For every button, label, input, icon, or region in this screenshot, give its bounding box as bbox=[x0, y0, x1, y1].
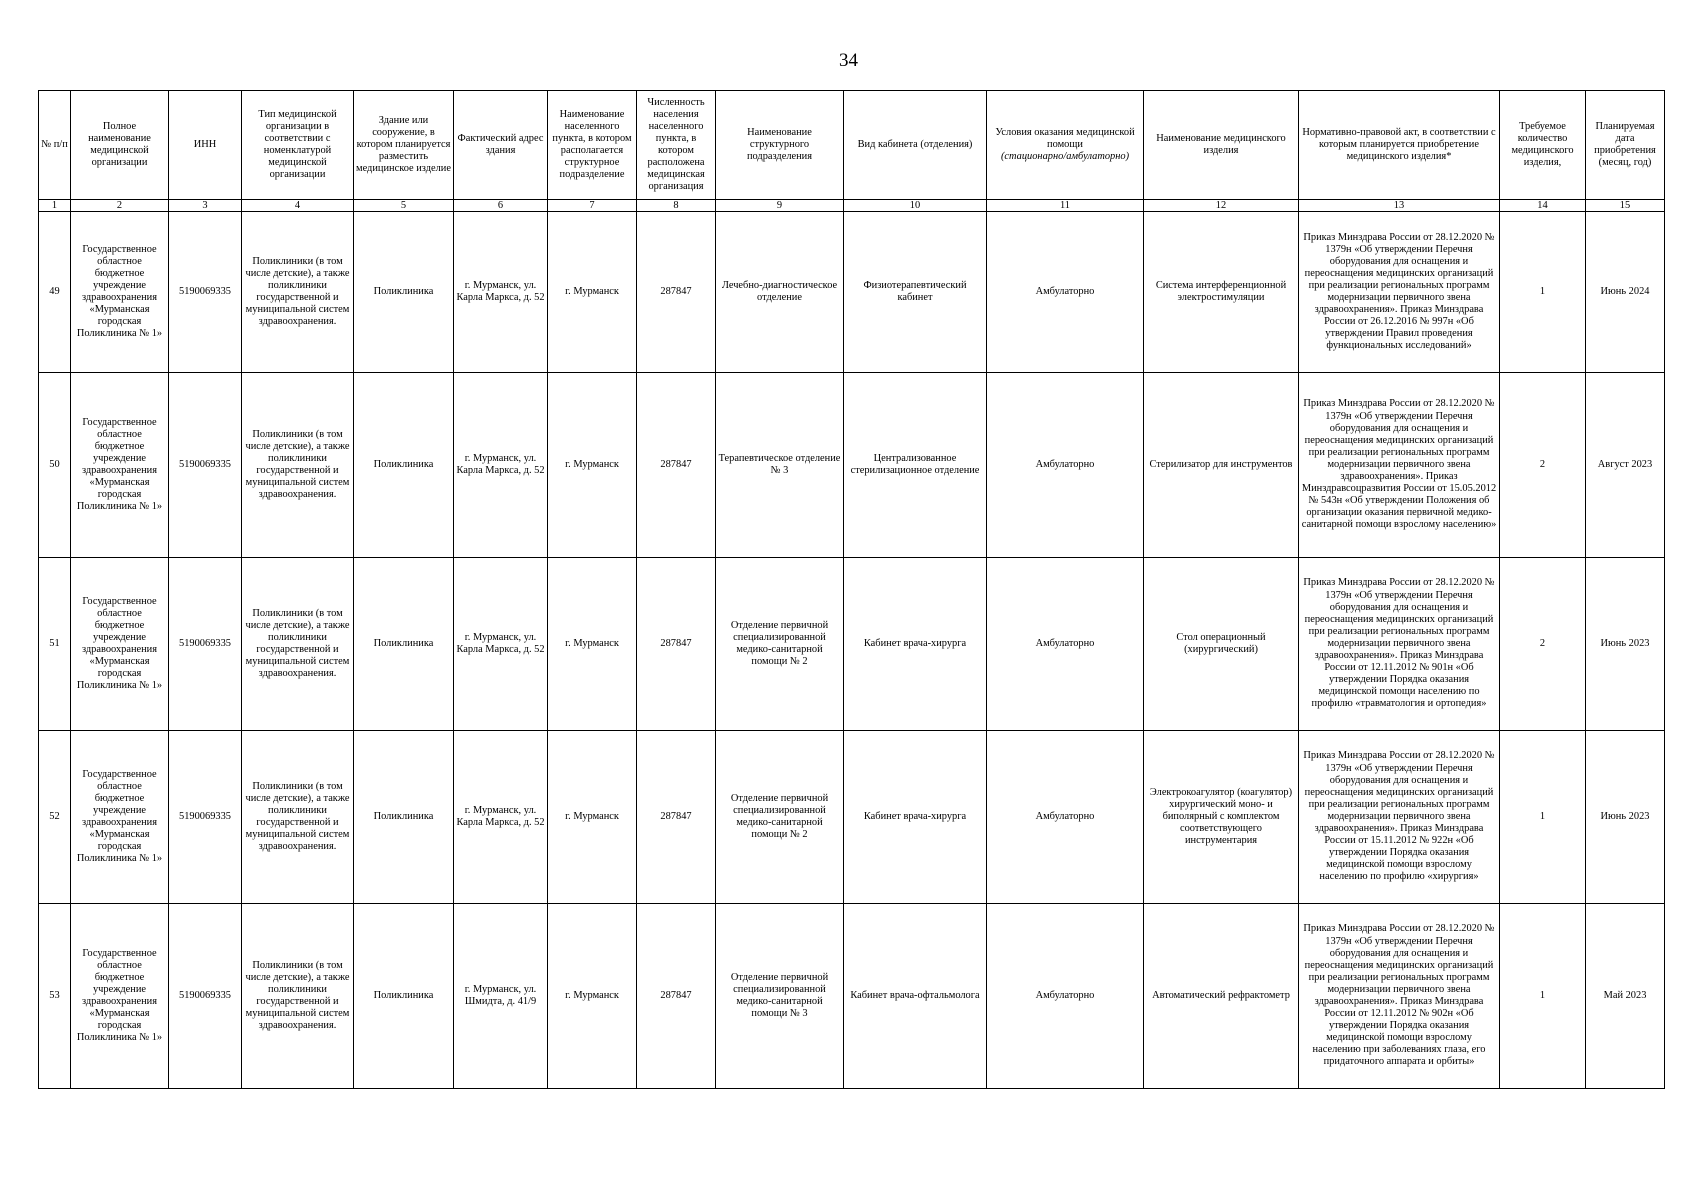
legal-act: Приказ Минздрава России от 28.12.2020 № 1379н «Об утверждении Перечня оборудования для оснащения и переоснащения медицинских организаций при реализации региональных программ модернизации первичного звена здравоохранения». Приказ Минздрава России от 15.11.2012 № 922н «Об утверждении Порядка оказания медицинской помощи взрослому населению по профилю «хирургия» bbox=[1299, 731, 1500, 904]
purchase-date: Август 2023 bbox=[1586, 373, 1665, 558]
header-conditions-note: (стационарно/амбулаторно) bbox=[1000, 151, 1130, 163]
population: 287847 bbox=[637, 904, 716, 1089]
population: 287847 bbox=[637, 731, 716, 904]
org-type: Поликлиники (в том числе детские), а также поликлиники государственной и муниципальной систем здравоохранения. bbox=[242, 731, 354, 904]
header-row bbox=[39, 91, 1665, 200]
table-row bbox=[39, 558, 1665, 731]
address: г. Мурманск, ул. Карла Маркса, д. 52 bbox=[454, 212, 548, 373]
population: 287847 bbox=[637, 558, 716, 731]
row-number: 53 bbox=[39, 904, 71, 1089]
care-conditions: Амбулаторно bbox=[987, 558, 1144, 731]
inn: 5190069335 bbox=[169, 373, 242, 558]
org-name: Государственное областное бюджетное учреждение здравоохранения «Мурманская городская Поликлиника № 1» bbox=[71, 558, 169, 731]
population: 287847 bbox=[637, 373, 716, 558]
header-cell: Численность населения населенного пункта, в котором расположена медицинская организация bbox=[637, 91, 716, 200]
quantity: 1 bbox=[1500, 212, 1586, 373]
header-cell: ИНН bbox=[169, 91, 242, 200]
purchase-date: Июнь 2024 bbox=[1586, 212, 1665, 373]
care-conditions: Амбулаторно bbox=[987, 904, 1144, 1089]
inn: 5190069335 bbox=[169, 558, 242, 731]
column-number: 5 bbox=[354, 200, 454, 212]
header-cell: Наименование медицинского изделия bbox=[1144, 91, 1299, 200]
building: Поликлиника bbox=[354, 558, 454, 731]
quantity: 2 bbox=[1500, 558, 1586, 731]
header-conditions-label: Условия оказания медицинской помощи bbox=[995, 126, 1135, 150]
org-type: Поликлиники (в том числе детские), а также поликлиники государственной и муниципальной систем здравоохранения. bbox=[242, 373, 354, 558]
legal-act: Приказ Минздрава России от 28.12.2020 № 1379н «Об утверждении Перечня оборудования для оснащения и переоснащения медицинских организаций при реализации региональных программ модернизации первичного звена здравоохранения». Приказ Минздрава России от 12.11.2012 № 901н «Об утверждении Порядка оказания медицинской помощи населению по профилю «травматология и ортопедия» bbox=[1299, 558, 1500, 731]
care-conditions: Амбулаторно bbox=[987, 373, 1144, 558]
column-number: 14 bbox=[1500, 200, 1586, 212]
org-name: Государственное областное бюджетное учреждение здравоохранения «Мурманская городская Поликлиника № 1» bbox=[71, 212, 169, 373]
column-number: 11 bbox=[987, 200, 1144, 212]
structural-unit: Отделение первичной специализированной медико-санитарной помощи № 3 bbox=[716, 904, 844, 1089]
structural-unit: Терапевтическое отделение № 3 bbox=[716, 373, 844, 558]
locality: г. Мурманск bbox=[548, 904, 637, 1089]
header-cell: Здание или сооружение, в котором планируется разместить медицинское изделие bbox=[354, 91, 454, 200]
population: 287847 bbox=[637, 212, 716, 373]
column-number: 13 bbox=[1299, 200, 1500, 212]
column-number: 15 bbox=[1586, 200, 1665, 212]
org-type: Поликлиники (в том числе детские), а также поликлиники государственной и муниципальной систем здравоохранения. bbox=[242, 558, 354, 731]
org-name: Государственное областное бюджетное учреждение здравоохранения «Мурманская городская Поликлиника № 1» bbox=[71, 373, 169, 558]
device-name: Автоматический рефрактометр bbox=[1144, 904, 1299, 1089]
cabinet-type: Кабинет врача-хирурга bbox=[844, 731, 987, 904]
column-number: 2 bbox=[71, 200, 169, 212]
quantity: 1 bbox=[1500, 904, 1586, 1089]
legal-act: Приказ Минздрава России от 28.12.2020 № 1379н «Об утверждении Перечня оборудования для оснащения и переоснащения медицинских организаций при реализации региональных программ модернизации первичного звена здравоохранения». Приказ Минздравсоцразвития России от 15.05.2012 № 543н «Об утверждении Положения об организации оказания первичной медико-санитарной помощи взрослому населению» bbox=[1299, 373, 1500, 558]
header-cell: № п/п bbox=[39, 91, 71, 200]
care-conditions: Амбулаторно bbox=[987, 731, 1144, 904]
table-row bbox=[39, 212, 1665, 373]
column-number: 8 bbox=[637, 200, 716, 212]
column-number: 12 bbox=[1144, 200, 1299, 212]
header-cell: Фактический адрес здания bbox=[454, 91, 548, 200]
building: Поликлиника bbox=[354, 731, 454, 904]
column-number: 6 bbox=[454, 200, 548, 212]
inn: 5190069335 bbox=[169, 212, 242, 373]
locality: г. Мурманск bbox=[548, 373, 637, 558]
column-number: 3 bbox=[169, 200, 242, 212]
device-name: Стерилизатор для инструментов bbox=[1144, 373, 1299, 558]
structural-unit: Лечебно-диагностическое отделение bbox=[716, 212, 844, 373]
cabinet-type: Физиотерапевтический кабинет bbox=[844, 212, 987, 373]
header-cell: Планируемая дата приобретения (месяц, год) bbox=[1586, 91, 1665, 200]
legal-act: Приказ Минздрава России от 28.12.2020 № 1379н «Об утверждении Перечня оборудования для оснащения и переоснащения медицинских организаций при реализации региональных программ модернизации первичного звена здравоохранения». Приказ Минздрава России от 12.11.2012 № 902н «Об утверждении Порядка оказания медицинской помощи взрослому населению при заболеваниях глаза, его придаточного аппарата и орбиты» bbox=[1299, 904, 1500, 1089]
header-cell: Наименование населенного пункта, в котором располагается структурное подразделение bbox=[548, 91, 637, 200]
header-cell: Требуемое количество медицинского изделия, bbox=[1500, 91, 1586, 200]
cabinet-type: Централизованное стерилизационное отделение bbox=[844, 373, 987, 558]
care-conditions: Амбулаторно bbox=[987, 212, 1144, 373]
column-number: 4 bbox=[242, 200, 354, 212]
address: г. Мурманск, ул. Шмидта, д. 41/9 bbox=[454, 904, 548, 1089]
column-number: 10 bbox=[844, 200, 987, 212]
building: Поликлиника bbox=[354, 373, 454, 558]
locality: г. Мурманск bbox=[548, 731, 637, 904]
purchase-date: Июнь 2023 bbox=[1586, 731, 1665, 904]
device-name: Стол операционный (хирургический) bbox=[1144, 558, 1299, 731]
header-cell: Наименование структурного подразделения bbox=[716, 91, 844, 200]
org-name: Государственное областное бюджетное учреждение здравоохранения «Мурманская городская Поликлиника № 1» bbox=[71, 731, 169, 904]
cabinet-type: Кабинет врача-хирурга bbox=[844, 558, 987, 731]
equipment-table bbox=[38, 90, 1665, 1089]
purchase-date: Июнь 2023 bbox=[1586, 558, 1665, 731]
org-name: Государственное областное бюджетное учреждение здравоохранения «Мурманская городская Поликлиника № 1» bbox=[71, 904, 169, 1089]
table-row bbox=[39, 373, 1665, 558]
row-number: 52 bbox=[39, 731, 71, 904]
column-number: 1 bbox=[39, 200, 71, 212]
table-row bbox=[39, 731, 1665, 904]
row-number: 51 bbox=[39, 558, 71, 731]
inn: 5190069335 bbox=[169, 904, 242, 1089]
building: Поликлиника bbox=[354, 212, 454, 373]
header-cell: Вид кабинета (отделения) bbox=[844, 91, 987, 200]
column-number: 9 bbox=[716, 200, 844, 212]
column-number: 7 bbox=[548, 200, 637, 212]
table-row bbox=[39, 904, 1665, 1089]
address: г. Мурманск, ул. Карла Маркса, д. 52 bbox=[454, 731, 548, 904]
header-cell: Тип медицинской организации в соответствии с номенклатурой медицинской организации bbox=[242, 91, 354, 200]
building: Поликлиника bbox=[354, 904, 454, 1089]
cabinet-type: Кабинет врача-офтальмолога bbox=[844, 904, 987, 1089]
page-number: 34 bbox=[839, 50, 858, 71]
address: г. Мурманск, ул. Карла Маркса, д. 52 bbox=[454, 558, 548, 731]
device-name: Система интерференционной электростимуляции bbox=[1144, 212, 1299, 373]
header-cell: Нормативно-правовой акт, в соответствии с которым планируется приобретение медицинского изделия* bbox=[1299, 91, 1500, 200]
quantity: 1 bbox=[1500, 731, 1586, 904]
header-cell: Полное наименование медицинской организации bbox=[71, 91, 169, 200]
row-number: 49 bbox=[39, 212, 71, 373]
inn: 5190069335 bbox=[169, 731, 242, 904]
structural-unit: Отделение первичной специализированной медико-санитарной помощи № 2 bbox=[716, 558, 844, 731]
locality: г. Мурманск bbox=[548, 558, 637, 731]
legal-act: Приказ Минздрава России от 28.12.2020 № 1379н «Об утверждении Перечня оборудования для оснащения и переоснащения медицинских организаций при реализации региональных программ модернизации первичного звена здравоохранения». Приказ Минздрава России от 26.12.2016 № 997н «Об утверждении Правил проведения функциональных исследований» bbox=[1299, 212, 1500, 373]
device-name: Электрокоагулятор (коагулятор) хирургический моно- и биполярный с комплектом соответствующего инструментария bbox=[1144, 731, 1299, 904]
purchase-date: Май 2023 bbox=[1586, 904, 1665, 1089]
address: г. Мурманск, ул. Карла Маркса, д. 52 bbox=[454, 373, 548, 558]
structural-unit: Отделение первичной специализированной медико-санитарной помощи № 2 bbox=[716, 731, 844, 904]
quantity: 2 bbox=[1500, 373, 1586, 558]
locality: г. Мурманск bbox=[548, 212, 637, 373]
header-cell-conditions bbox=[987, 91, 1144, 200]
org-type: Поликлиники (в том числе детские), а также поликлиники государственной и муниципальной систем здравоохранения. bbox=[242, 212, 354, 373]
org-type: Поликлиники (в том числе детские), а также поликлиники государственной и муниципальной систем здравоохранения. bbox=[242, 904, 354, 1089]
column-number-row bbox=[39, 200, 1665, 212]
row-number: 50 bbox=[39, 373, 71, 558]
